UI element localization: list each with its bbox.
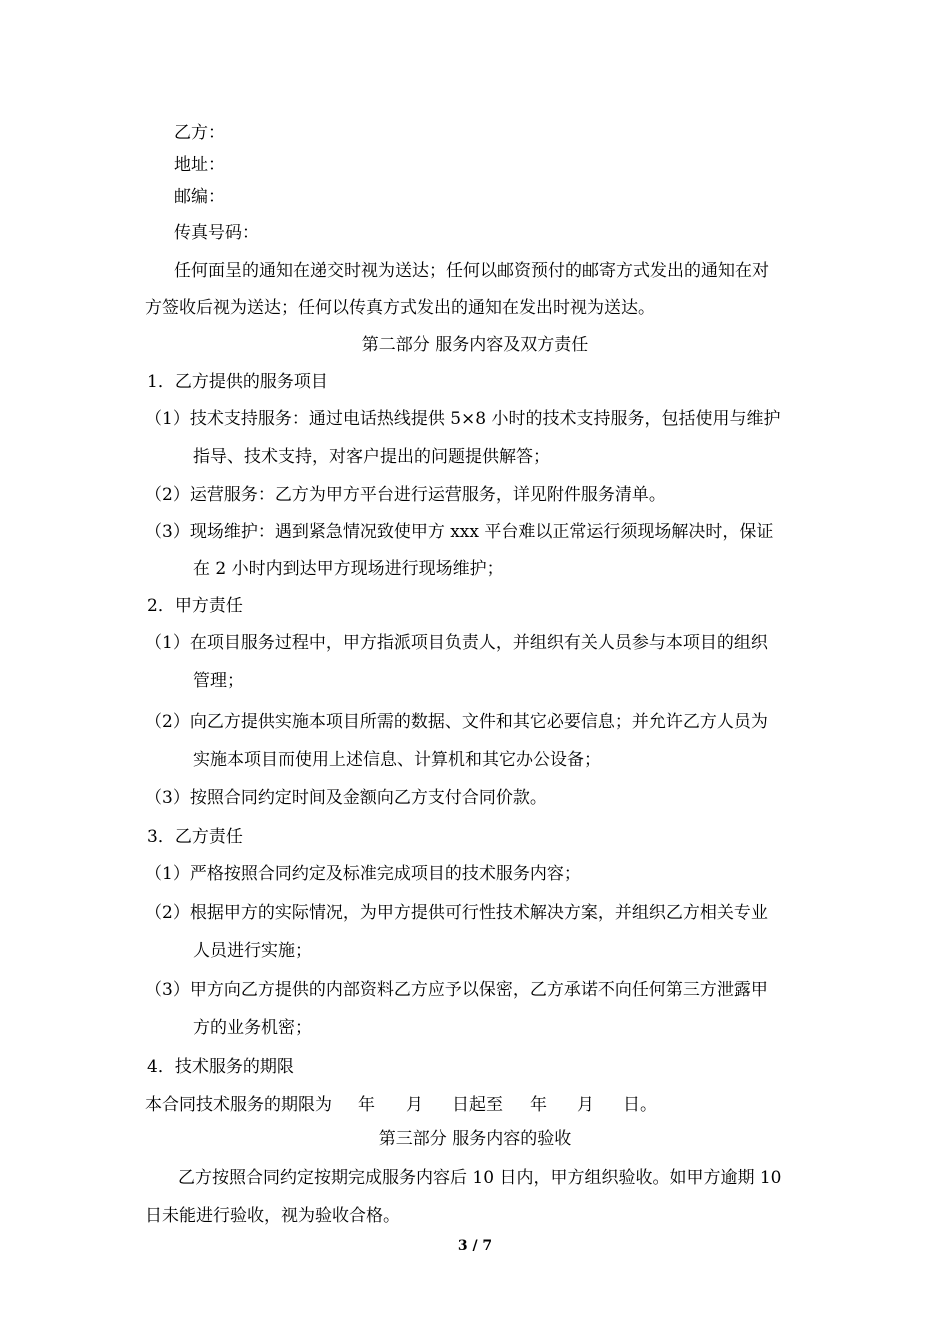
part2-title: 第二部分 服务内容及双方责任 [361,335,589,355]
notice-line-2: 方签收后视为送达；任何以传真方式发出的通知在发出时视为送达。 [145,298,655,318]
term-start-month: 月 [406,1095,423,1115]
section3-item3-line1: （3）甲方向乙方提供的内部资料乙方应予以保密，乙方承诺不向任何第三方泄露甲 [145,980,768,1000]
party-b-fax-label: 传真号码： [174,223,259,243]
party-b-address-label: 地址： [174,155,225,175]
acceptance-line-2: 日未能进行验收，视为验收合格。 [145,1206,400,1226]
section1-item3-line1: （3）现场维护：遇到紧急情况致使甲方 xxx 平台难以正常运行须现场解决时，保证 [145,522,774,542]
term-start-year: 年 [358,1095,375,1115]
acceptance-line-1: 乙方按照合同约定按期完成服务内容后 10 日内，甲方组织验收。如甲方逾期 10 [178,1168,782,1188]
term-prefix: 本合同技术服务的期限为 [145,1095,332,1115]
section2-heading: 2．甲方责任 [147,596,243,616]
section2-item1-line1: （1）在项目服务过程中，甲方指派项目负责人，并组织有关人员参与本项目的组织 [145,633,768,653]
term-end-day: 日。 [623,1095,657,1115]
section2-item2-line2: 实施本项目而使用上述信息、计算机和其它办公设备； [193,750,601,770]
section3-item2-line1: （2）根据甲方的实际情况，为甲方提供可行性技术解决方案，并组织乙方相关专业 [145,903,768,923]
term-start-day: 日起至 [452,1095,503,1115]
notice-line-1: 任何面呈的通知在递交时视为送达；任何以邮资预付的邮寄方式发出的通知在对 [174,261,769,281]
term-end-year: 年 [530,1095,547,1115]
section1-heading: 1．乙方提供的服务项目 [147,372,328,392]
section2-item2-line1: （2）向乙方提供实施本项目所需的数据、文件和其它必要信息；并允许乙方人员为 [145,712,768,732]
section2-item1-line2: 管理； [193,671,244,691]
party-b-name-label: 乙方： [174,123,225,143]
term-end-month: 月 [577,1095,594,1115]
section1-item1-line2: 指导、技术支持，对客户提出的问题提供解答； [193,447,550,467]
section2-item3: （3）按照合同约定时间及金额向乙方支付合同价款。 [145,788,547,808]
party-b-postcode-label: 邮编： [174,187,225,207]
section1-item2: （2）运营服务：乙方为甲方平台进行运营服务，详见附件服务清单。 [145,485,666,505]
section3-item1: （1）严格按照合同约定及标准完成项目的技术服务内容； [145,864,581,884]
section3-item3-line2: 方的业务机密； [193,1018,312,1038]
service-term-line [145,1094,657,1116]
section1-item1-line1: （1）技术支持服务：通过电话热线提供 5×8 小时的技术支持服务，包括使用与维护 [145,409,781,429]
section1-item3-line2: 在 2 小时内到达甲方现场进行现场维护； [193,559,504,579]
section3-heading: 3．乙方责任 [147,827,243,847]
part3-title: 第三部分 服务内容的验收 [378,1129,572,1149]
section4-heading: 4．技术服务的期限 [147,1057,294,1077]
page-number: 3 / 7 [457,1238,493,1254]
section3-item2-line2: 人员进行实施； [193,941,312,961]
